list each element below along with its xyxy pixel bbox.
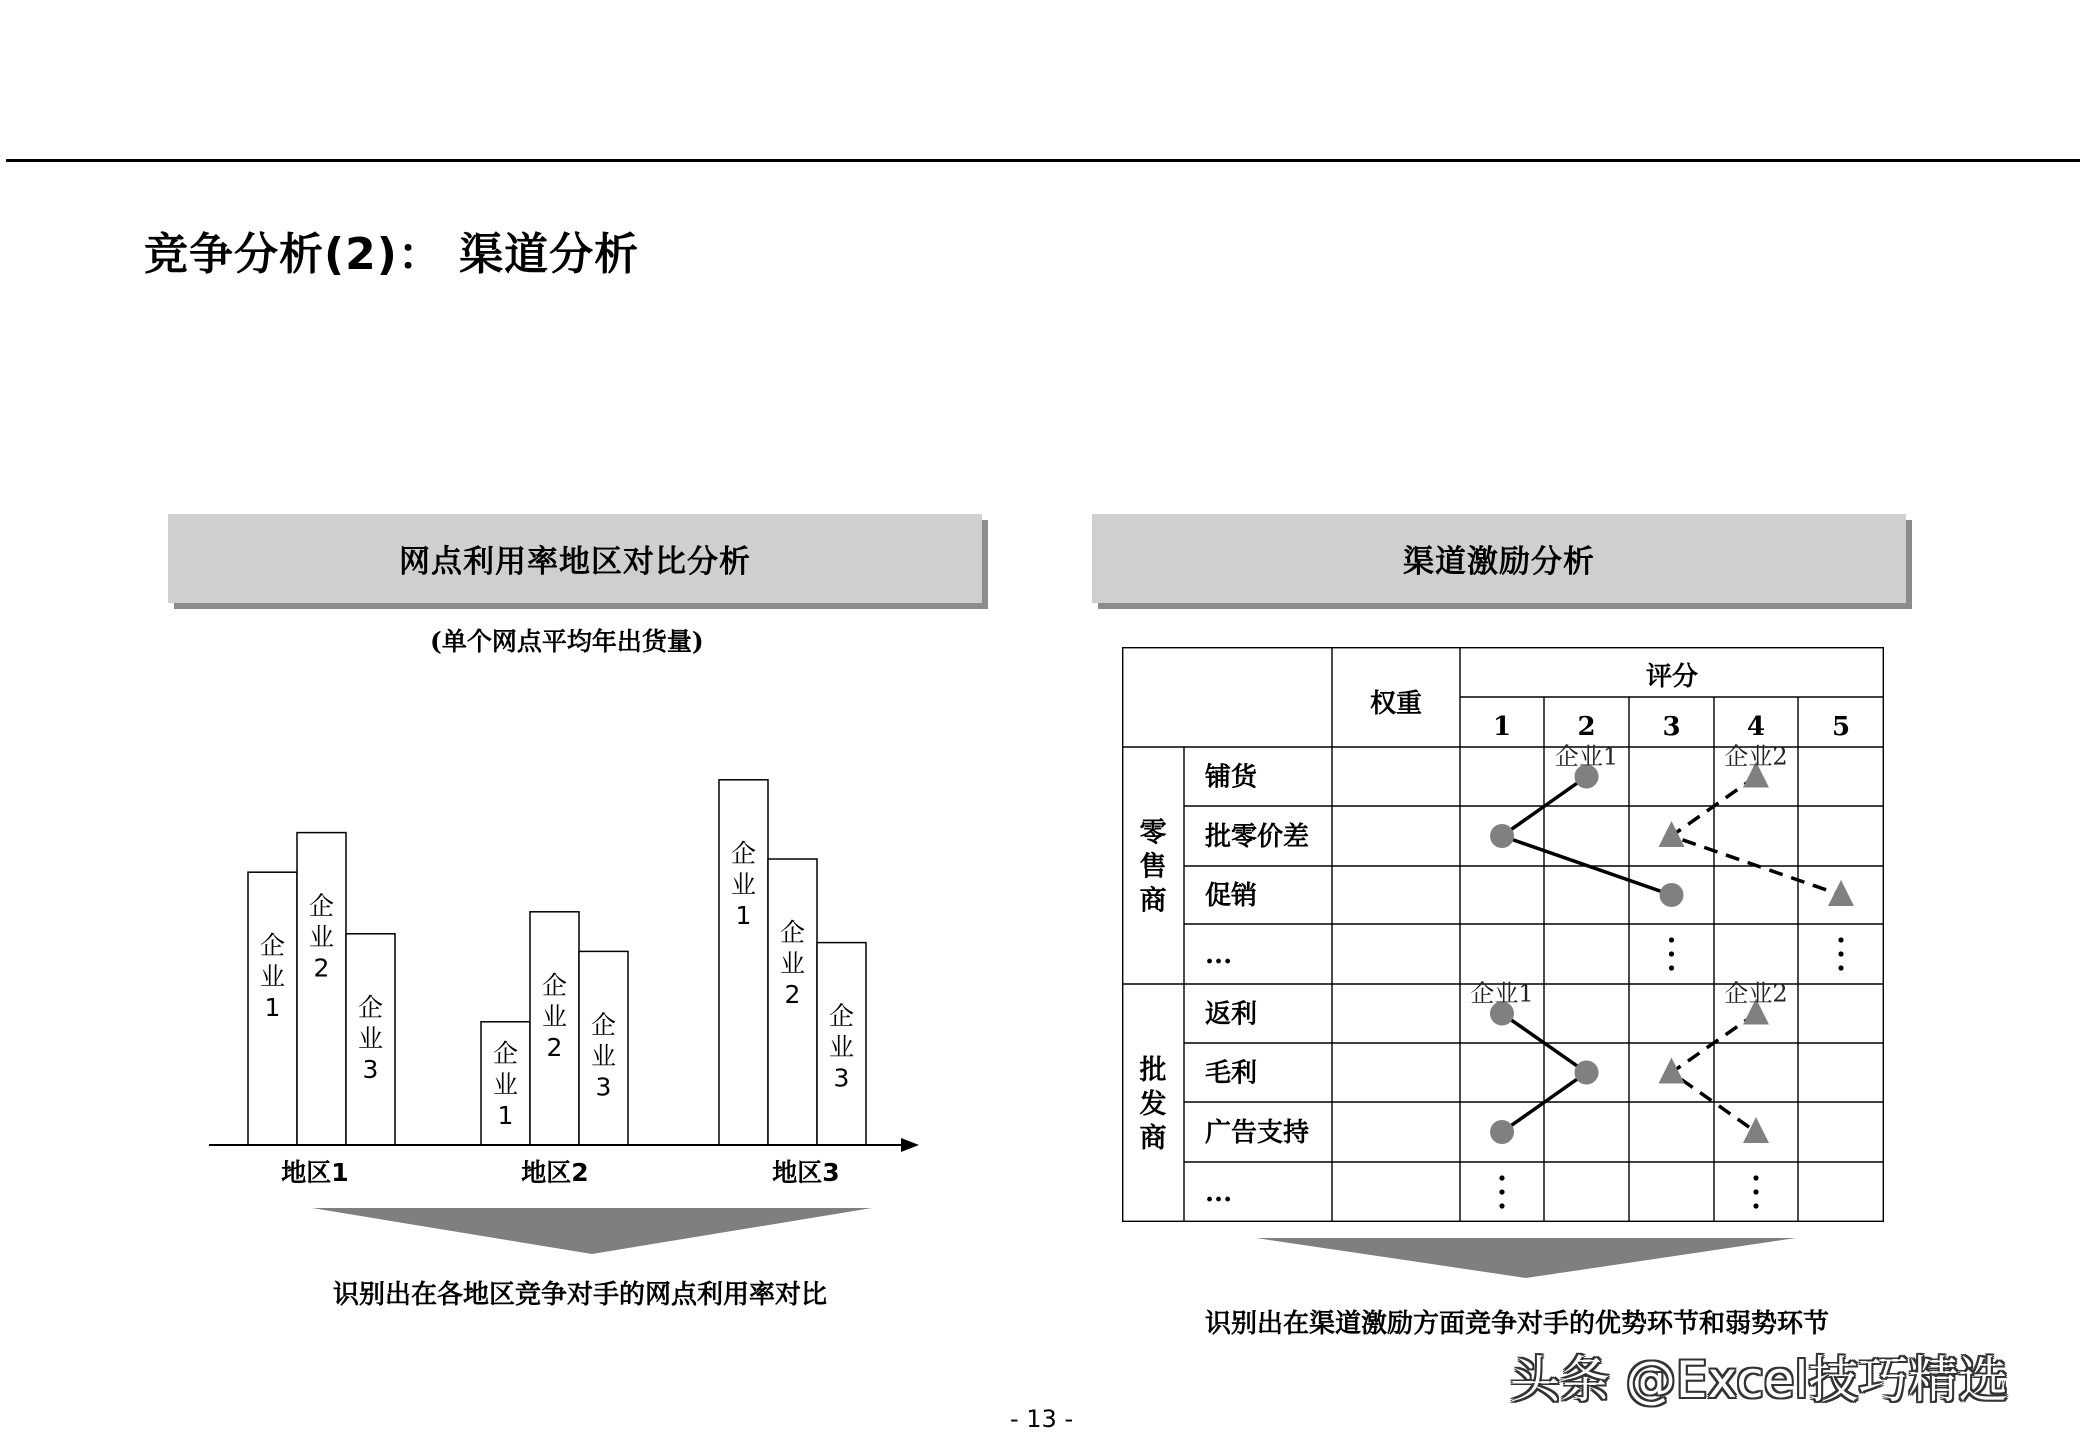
incentive-header: [1092, 514, 1906, 603]
bar-label: 1: [264, 993, 281, 1023]
bar-label: 企: [590, 1010, 617, 1040]
ellipsis-dot: [1669, 937, 1674, 942]
bar-label: 企: [828, 1001, 855, 1031]
company2-label: 企业2: [1724, 979, 1788, 1008]
row-label: 广告支持: [1205, 1118, 1310, 1148]
category-label: 地区2: [521, 1158, 589, 1187]
bar-label: 3: [595, 1072, 612, 1102]
company2-marker: [1743, 1117, 1769, 1143]
bar-chart-header-text: 网点利用率地区对比分析: [399, 544, 751, 580]
bar: [297, 833, 346, 1145]
bar-label: 企: [308, 891, 335, 921]
row-label: ...: [1205, 1178, 1233, 1208]
row-label: 促销: [1205, 881, 1258, 911]
bar-label: 企: [492, 1039, 519, 1068]
bar-label: 业: [357, 1023, 384, 1053]
left-down-arrow: [312, 1208, 872, 1254]
top-rule: [6, 159, 2080, 162]
group-label: 商: [1139, 1123, 1167, 1154]
company2-marker: [1659, 1058, 1685, 1084]
group-label: 批: [1139, 1055, 1167, 1086]
bar-label: 业: [308, 922, 335, 952]
company1-label: 企业1: [1554, 742, 1619, 771]
score-column-label: 4: [1746, 712, 1766, 742]
grid-marks: [1470, 743, 1854, 1209]
bar-label: 业: [259, 962, 286, 992]
bar-label: 2: [784, 980, 801, 1009]
bar-chart-header: [168, 514, 982, 603]
company2-line: [1672, 777, 1842, 896]
bar-label: 企: [357, 992, 384, 1022]
ellipsis-dot: [1669, 951, 1674, 956]
ellipsis-dot: [1838, 937, 1843, 942]
bar-label: 企: [730, 838, 757, 868]
ellipsis-dot: [1499, 1189, 1504, 1194]
x-axis-arrow: [901, 1138, 919, 1152]
score-column-label: 2: [1577, 712, 1596, 742]
bar-label: 1: [497, 1101, 514, 1130]
company1-marker: [1575, 1061, 1599, 1085]
bar-label: 业: [492, 1070, 519, 1099]
bar-label: 业: [828, 1032, 855, 1062]
score-header: 评分: [1645, 662, 1699, 692]
company1-marker: [1490, 824, 1514, 848]
bar-label: 3: [833, 1063, 850, 1093]
bar-label: 业: [541, 1001, 568, 1031]
category-label: 地区1: [281, 1158, 349, 1187]
right-conclusion: 识别出在渠道激励方面竞争对手的优势环节和弱势环节: [1205, 1309, 1830, 1339]
bar-label: 企: [779, 918, 806, 947]
ellipsis-dot: [1753, 1203, 1758, 1208]
group-label: 商: [1139, 885, 1167, 917]
page-number: - 13 -: [1010, 1405, 1074, 1433]
ellipsis-dot: [1838, 965, 1843, 970]
page-title: 竞争分析(2)： 渠道分析: [144, 229, 640, 280]
score-column-label: 1: [1492, 712, 1512, 742]
bar-chart: [195, 720, 925, 1190]
incentive-table: [1122, 647, 1884, 1222]
bar-label: 业: [779, 949, 806, 978]
bar-label: 2: [546, 1032, 563, 1062]
bar: [719, 780, 768, 1145]
ellipsis-dot: [1753, 1189, 1758, 1194]
ellipsis-dot: [1838, 951, 1843, 956]
bar-label: 1: [735, 900, 752, 930]
row-label: 返利: [1205, 999, 1258, 1030]
score-column-label: 3: [1662, 712, 1681, 742]
company2-marker: [1659, 821, 1685, 847]
bar-label: 企: [259, 931, 286, 961]
ellipsis-dot: [1499, 1203, 1504, 1208]
bar-label: 企: [541, 970, 568, 1000]
incentive-header-text: 渠道激励分析: [1403, 544, 1595, 580]
group-label: 售: [1139, 851, 1167, 883]
bar-chart-subtitle: (单个网点平均年出货量): [430, 627, 704, 656]
ellipsis-dot: [1499, 1175, 1504, 1180]
company1-label: 企业1: [1470, 979, 1534, 1008]
score-column-label: 5: [1831, 712, 1851, 742]
bar-label: 3: [362, 1054, 379, 1084]
left-conclusion: 识别出在各地区竞争对手的网点利用率对比: [333, 1280, 828, 1310]
category-label: 地区3: [772, 1158, 840, 1187]
group-label: 发: [1139, 1089, 1167, 1120]
right-down-arrow: [1256, 1238, 1796, 1278]
row-label: 批零价差: [1205, 822, 1310, 852]
company1-line: [1502, 777, 1672, 896]
bar-label: 业: [730, 869, 757, 899]
row-label: 铺货: [1205, 762, 1258, 793]
company1-marker: [1490, 1120, 1514, 1144]
row-label: 毛利: [1205, 1058, 1258, 1089]
ellipsis-dot: [1669, 965, 1674, 970]
weight-header: 权重: [1369, 689, 1423, 719]
row-label: ...: [1205, 940, 1233, 970]
ellipsis-dot: [1753, 1175, 1758, 1180]
company2-label: 企业2: [1724, 742, 1788, 771]
company1-marker: [1660, 883, 1684, 907]
bars-layer: [248, 780, 866, 1187]
bar-label: 业: [590, 1041, 617, 1071]
watermark: 头条 @Excel技巧精选: [1510, 1351, 2009, 1409]
group-label: 零: [1139, 817, 1167, 849]
bar-label: 2: [313, 953, 330, 983]
company2-marker: [1828, 880, 1854, 906]
